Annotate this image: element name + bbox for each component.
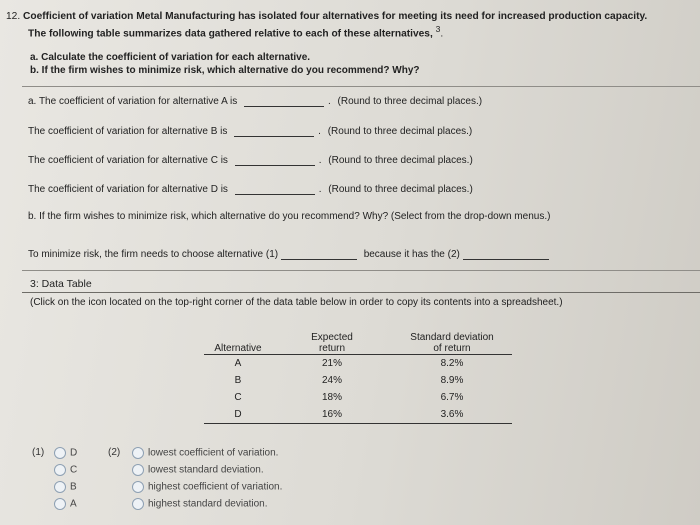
data-table bbox=[204, 324, 512, 424]
part-b-prompt: b. If the firm wishes to minimize risk, which alternative do you recommend? Why? (Select from the drop-down menus.) bbox=[28, 211, 551, 222]
radio-icon[interactable] bbox=[54, 481, 66, 493]
option-alt-c[interactable]: C bbox=[54, 464, 77, 476]
round-hint-c: (Round to three decimal places.) bbox=[328, 155, 473, 166]
question-header: 12. Coefficient of variation Metal Manufacturing has isolated four alternatives for meeting its need for increased production capacity. The following table summarizes data gathered relative to each of these alternatives, $^3$. bbox=[6, 11, 648, 40]
question-intro-1: Metal Manufacturing has isolated four alternatives for meeting its need for increased production capacity. bbox=[136, 11, 648, 22]
round-hint-d: (Round to three decimal places.) bbox=[328, 184, 473, 195]
answer-b-label: The coefficient of variation for alternative B is bbox=[28, 126, 228, 137]
divider bbox=[22, 86, 700, 87]
option-highest-cv[interactable]: highest coefficient of variation. bbox=[132, 481, 282, 493]
part-b-text: b. If the firm wishes to minimize risk, which alternative do you recommend? Why? bbox=[30, 64, 420, 76]
answer-b-input[interactable] bbox=[234, 126, 314, 137]
round-hint-a: (Round to three decimal places.) bbox=[337, 96, 483, 107]
answer-a-label: a. The coefficient of variation for alternative A is bbox=[28, 96, 238, 107]
answer-d-input[interactable] bbox=[235, 184, 315, 195]
answer-row-c: The coefficient of variation for alternative C is . (Round to three decimal places.) bbox=[28, 155, 473, 166]
data-table-title: 3: Data Table bbox=[30, 278, 92, 290]
option-lowest-cv[interactable]: lowest coefficient of variation. bbox=[132, 447, 278, 459]
table-row: B 24% 8.9% bbox=[234, 375, 464, 386]
divider bbox=[22, 270, 700, 271]
question-topic: Coefficient of variation bbox=[23, 11, 134, 22]
option-group-2-label: (2) bbox=[108, 447, 121, 458]
radio-icon[interactable] bbox=[132, 447, 144, 459]
radio-icon[interactable] bbox=[132, 498, 144, 510]
header-standard-deviation: Standard deviation of return bbox=[392, 324, 512, 355]
option-alt-a[interactable]: A bbox=[54, 498, 77, 510]
header-expected-return: Expected return bbox=[272, 324, 392, 355]
radio-icon[interactable] bbox=[132, 481, 144, 493]
option-lowest-sd[interactable]: lowest standard deviation. bbox=[132, 464, 264, 476]
question-number: 12. bbox=[6, 11, 21, 22]
answer-c-label: The coefficient of variation for alternative C is bbox=[28, 155, 228, 166]
answer-c-input[interactable] bbox=[235, 155, 315, 166]
option-alt-d[interactable]: D bbox=[54, 447, 77, 459]
table-row: D 16% 3.6% bbox=[204, 406, 512, 424]
table-row: A 21% 8.2% bbox=[234, 358, 464, 369]
answer-row-d: The coefficient of variation for alternative D is . (Round to three decimal places.) bbox=[28, 184, 473, 195]
answer-d-label: The coefficient of variation for alternative D is bbox=[28, 184, 228, 195]
data-table-note: (Click on the icon located on the top-right corner of the data table below in order to copy its contents into a spreadsheet.) bbox=[30, 297, 563, 308]
radio-icon[interactable] bbox=[132, 464, 144, 476]
alternative-dropdown[interactable] bbox=[281, 249, 357, 260]
answer-row-a: a. The coefficient of variation for alternative A is . (Round to three decimal places.) bbox=[28, 96, 483, 107]
round-hint-b: (Round to three decimal places.) bbox=[327, 126, 473, 137]
radio-icon[interactable] bbox=[54, 464, 66, 476]
dropdown-1-label: (1) bbox=[265, 249, 279, 260]
radio-icon[interactable] bbox=[54, 498, 66, 510]
table-row: C 18% 6.7% bbox=[234, 392, 464, 403]
footnote-marker: 3 bbox=[435, 24, 441, 34]
dropdown-2-label: (2) bbox=[447, 249, 460, 260]
part-a-text: a. Calculate the coefficient of variation for each alternative. bbox=[30, 52, 311, 63]
question-intro-2: The following table summarizes data gathered relative to each of these alternatives, bbox=[28, 28, 433, 40]
option-highest-sd[interactable]: highest standard deviation. bbox=[132, 498, 268, 510]
header-alternative: Alternative bbox=[204, 324, 272, 355]
option-group-1-label: (1) bbox=[32, 447, 45, 458]
option-alt-b[interactable]: B bbox=[54, 481, 77, 493]
reason-dropdown[interactable] bbox=[463, 249, 549, 260]
min-risk-text: To minimize risk, the firm needs to choose alternative bbox=[28, 249, 264, 260]
because-text: because it has the bbox=[363, 249, 445, 260]
recommendation-row bbox=[28, 249, 549, 260]
answer-row-b: The coefficient of variation for alternative B is . (Round to three decimal places.) bbox=[28, 126, 473, 137]
sub-questions bbox=[30, 52, 420, 77]
divider bbox=[22, 292, 700, 293]
answer-a-input[interactable] bbox=[244, 96, 324, 107]
radio-icon[interactable] bbox=[54, 447, 66, 459]
